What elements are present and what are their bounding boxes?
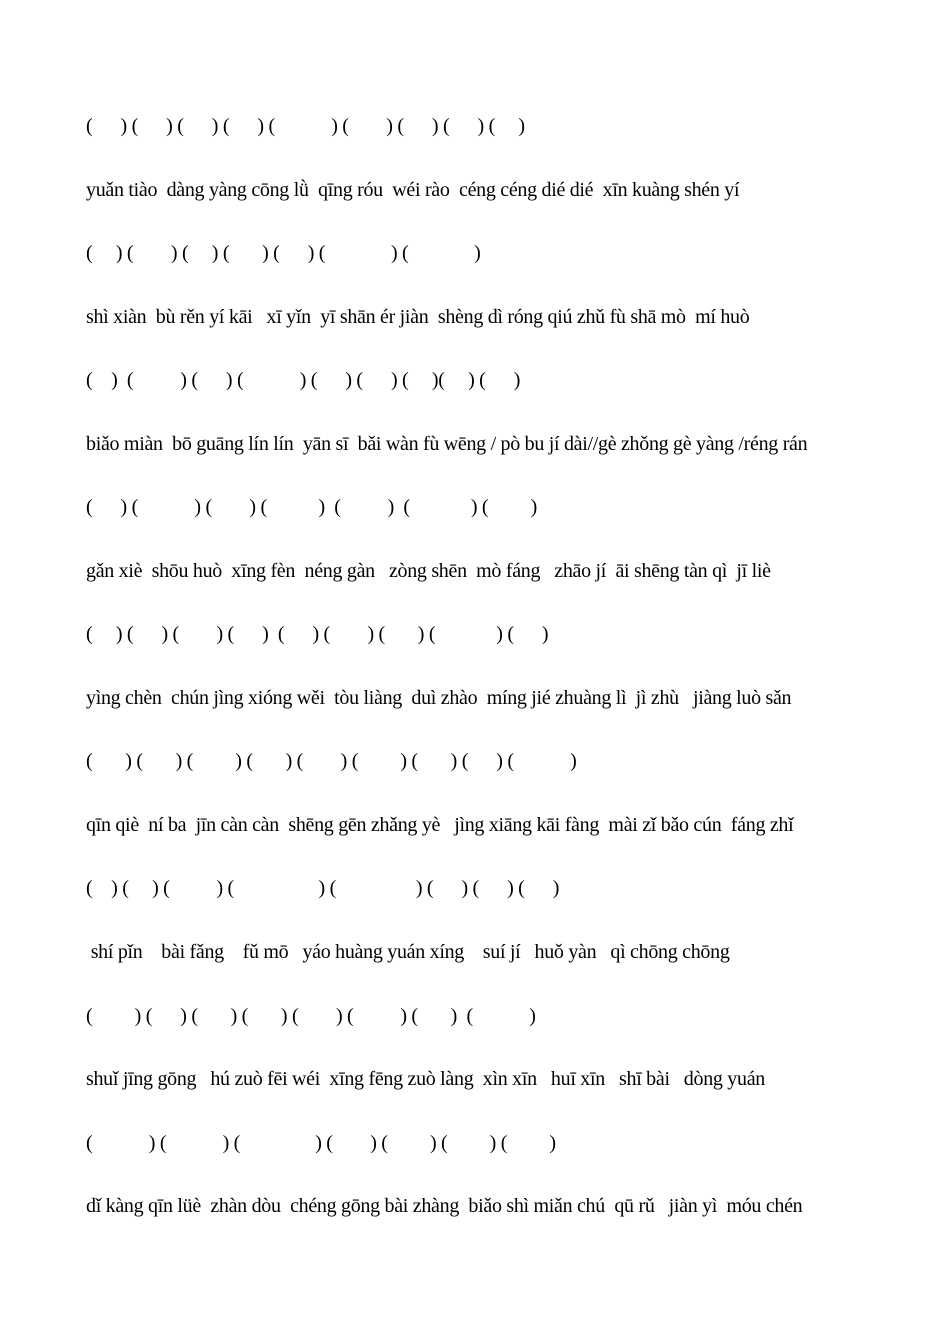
pinyin-row-1: yuǎn tiào dàng yàng cōng lǜ qīng róu wéi rào céng céng dié dié xīn kuàng shén yí [86, 179, 740, 201]
pinyin-row-6: qīn qiè ní ba jīn càn càn shēng gēn zhǎng yè jìng xiāng kāi fàng mài zǐ bǎo cún fáng zhǐ [86, 814, 794, 836]
pinyin-row-4: gǎn xiè shōu huò xīng fèn néng gàn zòng shēn mò fáng zhāo jí āi shēng tàn qì jī liè [86, 560, 771, 582]
pinyin-row-3: biǎo miàn bō guāng lín lín yān sī bǎi wàn fù wēng / pò bu jí dài//gè zhǒng gè yàng /réng rán [86, 433, 808, 455]
pinyin-row-2: shì xiàn bù rěn yí kāi xī yǐn yī shān ér jiàn shèng dì róng qiú zhǔ fù shā mò mí huò [86, 306, 750, 328]
bracket-row-4: ( ) ( ) ( ) ( ) ( ) ( ) ( ) [86, 496, 537, 518]
pinyin-row-9: dǐ kàng qīn lüè zhàn dòu chéng gōng bài zhàng biǎo shì miǎn chú qū rǔ jiàn yì móu chén [86, 1195, 803, 1217]
pinyin-row-7: shí pǐn bài fǎng fǔ mō yáo huàng yuán xíng suí jí huǒ yàn qì chōng chōng [86, 941, 730, 963]
bracket-row-2: ( ) ( ) ( ) ( ) ( ) ( ) ( ) [86, 242, 481, 264]
bracket-row-8: ( ) ( ) ( ) ( ) ( ) ( ) ( ) ( ) [86, 1005, 536, 1027]
pinyin-row-8: shuǐ jīng gōng hú zuò fēi wéi xīng fēng zuò làng xìn xīn huī xīn shī bài dòng yuán [86, 1068, 765, 1090]
bracket-row-3: ( ) ( ) ( ) ( ) ( ) ( ) ( )( ) ( ) [86, 369, 521, 391]
bracket-row-1: ( ) ( ) ( ) ( ) ( ) ( ) ( ) ( ) ( ) [86, 115, 525, 137]
bracket-row-9: ( ) ( ) ( ) ( ) ( ) ( ) ( ) [86, 1132, 556, 1154]
bracket-row-7: ( ) ( ) ( ) ( ) ( ) ( ) ( ) ( ) [86, 877, 560, 899]
bracket-row-5: ( ) ( ) ( ) ( ) ( ) ( ) ( ) ( ) ( ) [86, 623, 549, 645]
pinyin-row-5: yìng chèn chún jìng xióng wěi tòu liàng duì zhào míng jié zhuàng lì jì zhù jiàng luò sǎn [86, 687, 792, 709]
bracket-row-6: ( ) ( ) ( ) ( ) ( ) ( ) ( ) ( ) ( ) [86, 750, 577, 772]
